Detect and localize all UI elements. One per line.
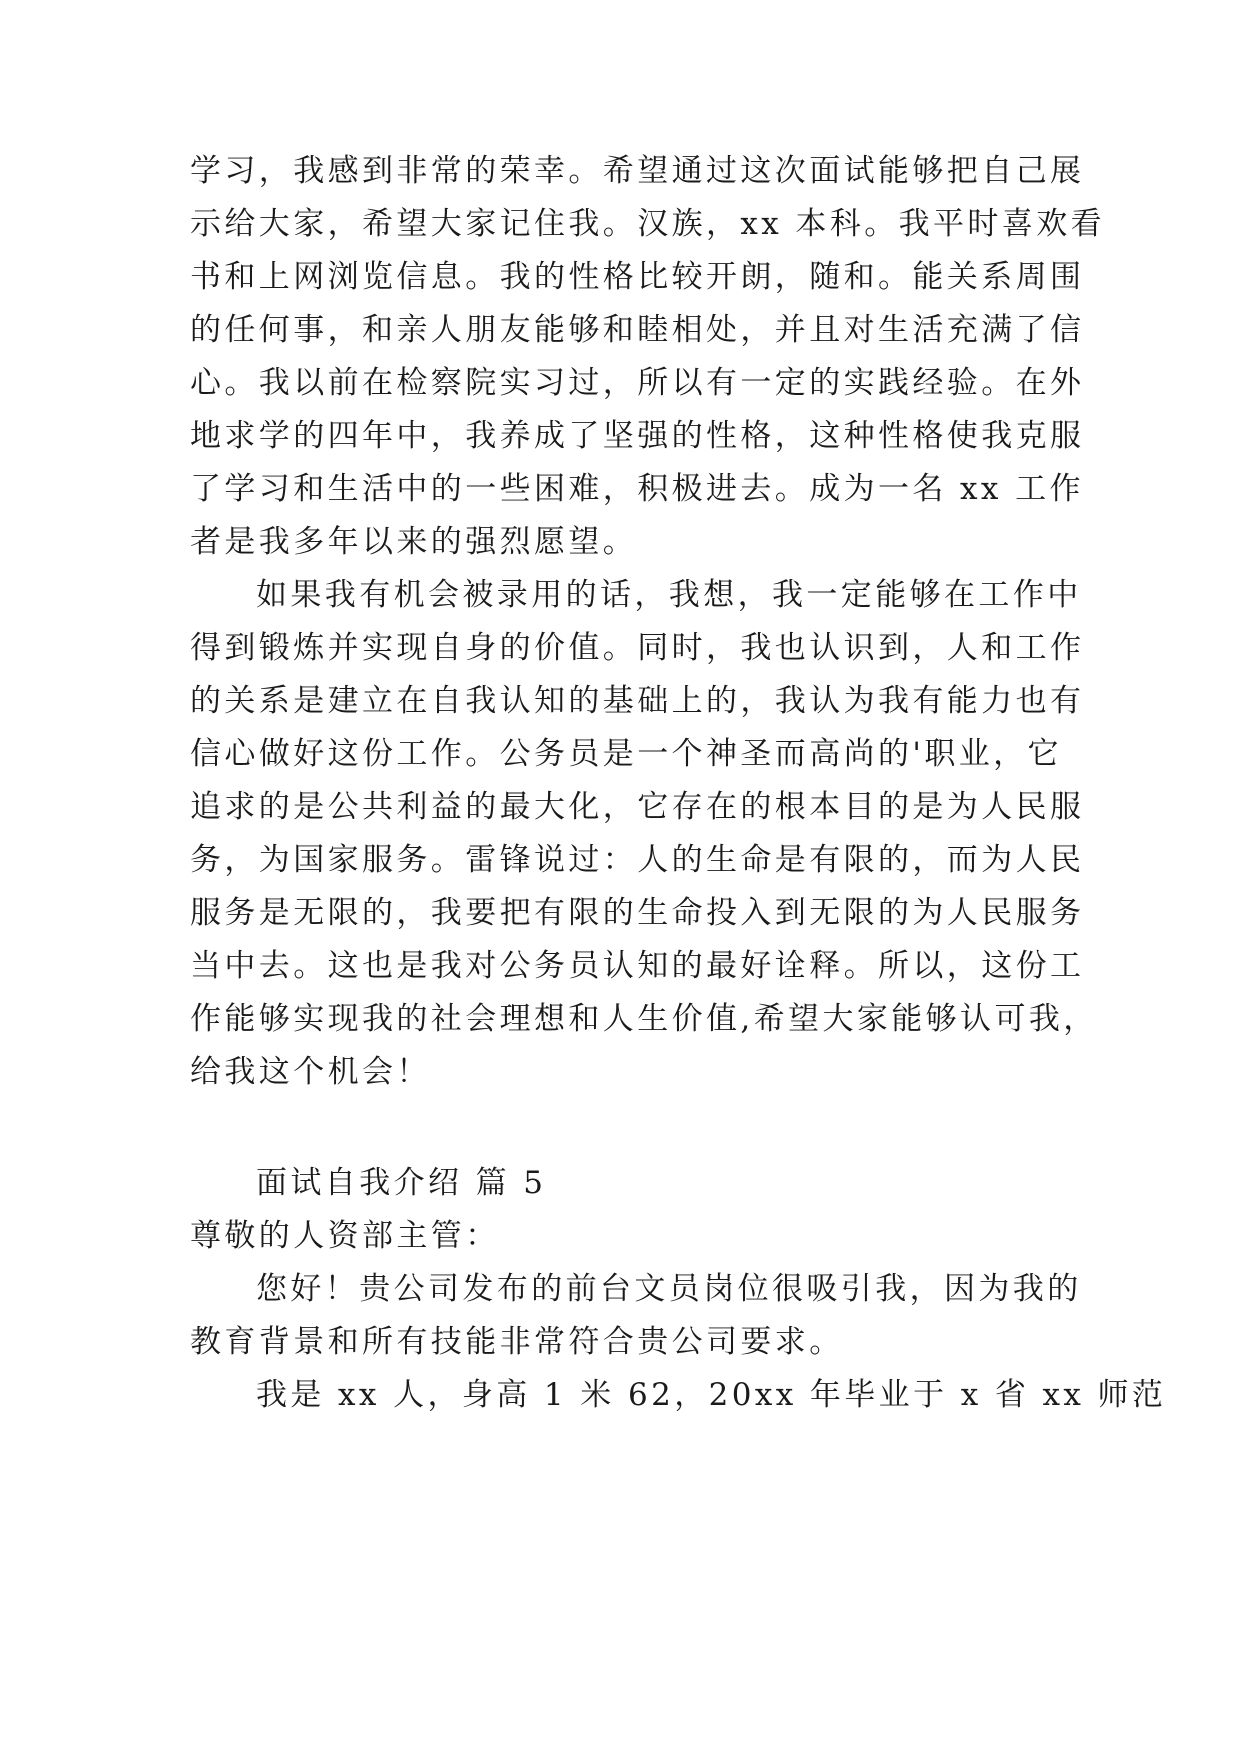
paragraph-line: 如果我有机会被录用的话，我想，我一定能够在工作中 xyxy=(256,577,1082,613)
paragraph-line: 示给大家，希望大家记住我。汉族，xx 本科。我平时喜欢看 xyxy=(190,206,1106,242)
paragraph-line: 者是我多年以来的强烈愿望。 xyxy=(190,524,638,560)
paragraph-line: 您好！贵公司发布的前台文员岗位很吸引我，因为我的 xyxy=(256,1271,1082,1307)
paragraph-line: 我是 xx 人，身高 1 米 62，20xx 年毕业于 x 省 xx 师范 xyxy=(256,1377,1167,1413)
paragraph-line: 的关系是建立在自我认知的基础上的，我认为我有能力也有 xyxy=(190,683,1085,719)
paragraph-line: 地求学的四年中，我养成了坚强的性格，这种性格使我克服 xyxy=(190,418,1085,454)
paragraph-line: 作能够实现我的社会理想和人生价值,希望大家能够认可我， xyxy=(190,1001,1098,1037)
paragraph-line: 给我这个机会！ xyxy=(190,1054,431,1090)
paragraph-line: 务，为国家服务。雷锋说过：人的生命是有限的，而为人民 xyxy=(190,842,1085,878)
paragraph-line: 追求的是公共利益的最大化，它存在的根本目的是为人民服 xyxy=(190,789,1085,825)
paragraph-line: 服务是无限的，我要把有限的生命投入到无限的为人民服务 xyxy=(190,895,1085,931)
section-heading: 面试自我介绍 篇 5 xyxy=(256,1165,547,1201)
paragraph-line: 信心做好这份工作。公务员是一个神圣而高尚的'职业，它 xyxy=(190,736,1062,772)
paragraph-line: 书和上网浏览信息。我的性格比较开朗，随和。能关系周围 xyxy=(190,259,1085,295)
paragraph-line: 当中去。这也是我对公务员认知的最好诠释。所以，这份工 xyxy=(190,948,1085,984)
paragraph-line: 教育背景和所有技能非常符合贵公司要求。 xyxy=(190,1324,844,1360)
paragraph-line: 的任何事，和亲人朋友能够和睦相处，并且对生活充满了信 xyxy=(190,312,1085,348)
paragraph-line: 心。我以前在检察院实习过，所以有一定的实践经验。在外 xyxy=(190,365,1085,401)
paragraph-line: 学习，我感到非常的荣幸。希望通过这次面试能够把自己展 xyxy=(190,153,1085,189)
paragraph-line: 了学习和生活中的一些困难，积极进去。成为一名 xx 工作 xyxy=(190,471,1084,507)
salutation: 尊敬的人资部主管： xyxy=(190,1218,500,1254)
paragraph-line: 得到锻炼并实现自身的价值。同时，我也认识到，人和工作 xyxy=(190,630,1085,666)
